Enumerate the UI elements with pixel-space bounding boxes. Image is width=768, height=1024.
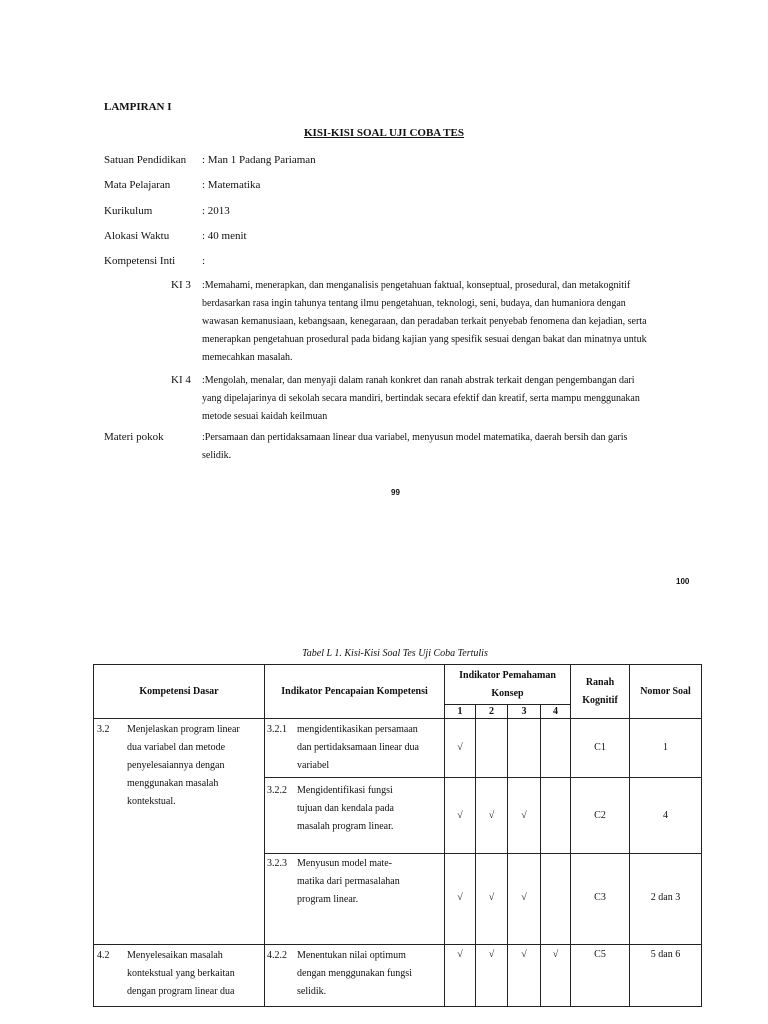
header-nomor-soal: Nomor Soal bbox=[630, 665, 702, 719]
check-cell-1: √ bbox=[445, 778, 476, 854]
info-value: : Matematika bbox=[202, 179, 261, 191]
check-cell-2: √ bbox=[476, 945, 508, 1007]
text-line: matika dari permasalahan bbox=[297, 876, 400, 887]
check-cell-3: √ bbox=[508, 778, 541, 854]
text-line: Mengidentifikasi fungsi bbox=[297, 785, 393, 796]
info-value: : 40 menit bbox=[202, 230, 247, 242]
document-title: KISI-KISI SOAL UJI COBA TES bbox=[304, 127, 464, 139]
header-sub-4: 4 bbox=[541, 705, 571, 719]
info-label: Kompetensi Inti bbox=[104, 255, 176, 267]
ipk-code: 3.2.1 bbox=[267, 724, 287, 735]
page-number: 100 bbox=[676, 577, 690, 586]
check-cell-1: √ bbox=[445, 945, 476, 1007]
text-line: program linear. bbox=[297, 894, 359, 905]
table-row bbox=[94, 945, 702, 1007]
page-number: 99 bbox=[391, 488, 400, 497]
text-line: :Memahami, menerapkan, dan menganalisis pengetahuan faktual, konseptual, prosedural, dan metakognitif bbox=[202, 280, 631, 291]
text-line: :Persamaan dan pertidaksamaan linear dua variabel, menyusun model matematika, daerah bersih dan garis bbox=[202, 432, 628, 443]
text-line: dua variabel dan metode bbox=[127, 742, 226, 753]
info-value: : 2013 bbox=[202, 205, 230, 217]
ipk-code: 3.2.3 bbox=[267, 858, 287, 869]
info-label: Kurikulum bbox=[104, 205, 153, 217]
check-cell-4: √ bbox=[541, 945, 571, 1007]
kd-code: 4.2 bbox=[97, 950, 110, 961]
info-label: Satuan Pendidikan bbox=[104, 154, 187, 166]
info-value: : bbox=[202, 255, 206, 267]
text-line: dengan menggunakan fungsi bbox=[297, 968, 412, 979]
text-line: masalah program linear. bbox=[297, 821, 394, 832]
kd-text bbox=[127, 947, 261, 1001]
nomor-cell: 4 bbox=[630, 778, 702, 854]
text-line: variabel bbox=[297, 760, 330, 771]
table-row bbox=[94, 719, 702, 778]
text-line: dan pertidaksamaan linear dua bbox=[297, 742, 419, 753]
text-line: penyelesaiannya dengan bbox=[127, 760, 225, 771]
ipk-cell bbox=[265, 945, 445, 1007]
text-line: mengidentikasikan persamaan bbox=[297, 724, 418, 735]
text-line: memecahkan masalah. bbox=[202, 352, 293, 363]
ipk-cell bbox=[265, 719, 445, 778]
header-indikator-pencapaian: Indikator Pencapaian Kompetensi bbox=[265, 665, 445, 719]
check-cell-4 bbox=[541, 719, 571, 778]
materi-label: Materi pokok bbox=[104, 431, 164, 443]
check-cell-3: √ bbox=[508, 854, 541, 945]
table-caption: Tabel L 1. Kisi-Kisi Soal Tes Uji Coba Tertulis bbox=[302, 648, 488, 659]
ki4-label: KI 4 bbox=[171, 374, 191, 386]
nomor-cell: 2 dan 3 bbox=[630, 854, 702, 945]
header-indikator-pemahaman: Indikator Pemahaman Konsep bbox=[445, 665, 571, 705]
ki4-text bbox=[202, 372, 698, 426]
ranah-cell: C5 bbox=[571, 945, 630, 1007]
appendix-heading: LAMPIRAN I bbox=[104, 101, 172, 113]
header-sub-3: 3 bbox=[508, 705, 541, 719]
check-cell-4 bbox=[541, 854, 571, 945]
check-cell-3: √ bbox=[508, 945, 541, 1007]
info-label: Mata Pelajaran bbox=[104, 179, 171, 191]
text-line: kontekstual. bbox=[127, 796, 176, 807]
check-cell-4 bbox=[541, 778, 571, 854]
text-line: menggunakan masalah bbox=[127, 778, 219, 789]
ipk-text bbox=[297, 721, 442, 775]
materi-text bbox=[202, 429, 698, 465]
check-cell-2: √ bbox=[476, 854, 508, 945]
kd-code: 3.2 bbox=[97, 724, 110, 735]
ipk-text bbox=[297, 947, 442, 1001]
check-cell-3 bbox=[508, 719, 541, 778]
ki3-text bbox=[202, 277, 698, 367]
kd-cell bbox=[94, 719, 265, 945]
ipk-code: 3.2.2 bbox=[267, 785, 287, 796]
text-line: Menentukan nilai optimum bbox=[297, 950, 406, 961]
text-line: selidik. bbox=[202, 450, 232, 461]
ipk-text bbox=[297, 855, 442, 909]
info-label: Alokasi Waktu bbox=[104, 230, 170, 242]
kd-text bbox=[127, 721, 261, 811]
text-line: Menjelaskan program linear bbox=[127, 724, 240, 735]
text-line: selidik. bbox=[297, 986, 327, 997]
ipk-text bbox=[297, 782, 442, 836]
header-sub-1: 1 bbox=[445, 705, 476, 719]
ranah-cell: C1 bbox=[571, 719, 630, 778]
text-line: yang dipelajarinya di sekolah secara mandiri, bertindak secara efektif dan kreatif, serta mampu menggunakan bbox=[202, 393, 640, 404]
ranah-cell: C2 bbox=[571, 778, 630, 854]
ranah-cell: C3 bbox=[571, 854, 630, 945]
check-cell-1: √ bbox=[445, 854, 476, 945]
kd-cell bbox=[94, 945, 265, 1007]
kisi-kisi-table bbox=[93, 664, 702, 1007]
text-line: kontekstual yang berkaitan bbox=[127, 968, 235, 979]
ipk-cell bbox=[265, 778, 445, 854]
check-cell-1: √ bbox=[445, 719, 476, 778]
header-ranah-kognitif: Ranah Kognitif bbox=[571, 665, 630, 719]
text-line: wawasan kemanusiaan, kebangsaan, kenegaraan, dan peradaban terkait penyebab fenomena dan kejadian, serta bbox=[202, 316, 647, 327]
nomor-cell: 5 dan 6 bbox=[630, 945, 702, 1007]
info-value: : Man 1 Padang Pariaman bbox=[202, 154, 316, 166]
text-line: Menyelesaikan masalah bbox=[127, 950, 223, 961]
ipk-cell bbox=[265, 854, 445, 945]
header-sub-2: 2 bbox=[476, 705, 508, 719]
header-kompetensi-dasar: Kompetensi Dasar bbox=[94, 665, 265, 719]
text-line: berdasarkan rasa ingin tahunya tentang ilmu pengetahuan, teknologi, seni, budaya, dan humaniora dengan bbox=[202, 298, 626, 309]
check-cell-2: √ bbox=[476, 778, 508, 854]
check-cell-2 bbox=[476, 719, 508, 778]
text-line: menerapkan pengetahuan prosedural pada bidang kajian yang spesifik sesuai dengan bakat dan minatnya untuk bbox=[202, 334, 647, 345]
ki3-label: KI 3 bbox=[171, 279, 191, 291]
text-line: Menyusun model mate- bbox=[297, 858, 392, 869]
text-line: tujuan dan kendala pada bbox=[297, 803, 394, 814]
text-line: dengan program linear dua bbox=[127, 986, 235, 997]
nomor-cell: 1 bbox=[630, 719, 702, 778]
text-line: metode sesuai kaidah keilmuan bbox=[202, 411, 328, 422]
text-line: :Mengolah, menalar, dan menyaji dalam ranah konkret dan ranah abstrak terkait dengan pengembangan dari bbox=[202, 375, 635, 386]
ipk-code: 4.2.2 bbox=[267, 950, 287, 961]
